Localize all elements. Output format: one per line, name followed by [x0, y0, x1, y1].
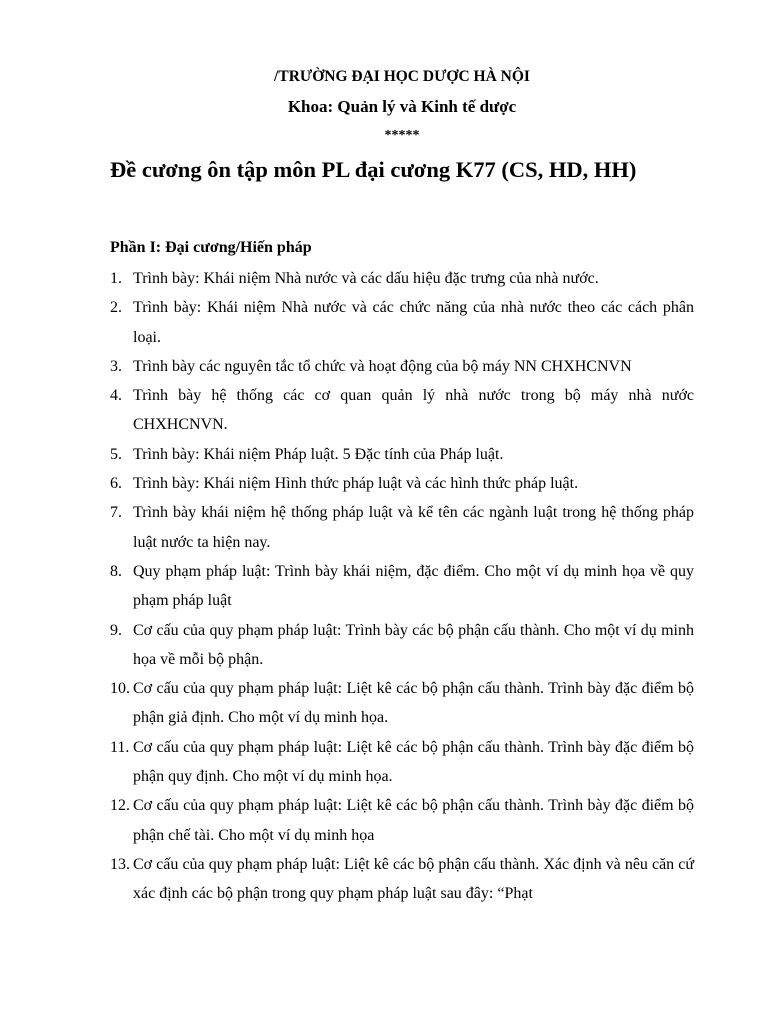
question-list [110, 264, 694, 909]
list-item-number: 13. [110, 855, 130, 873]
header-separator: ***** [384, 128, 420, 143]
list-item [110, 733, 694, 792]
list-item [110, 616, 694, 675]
list-item-number: 9. [110, 621, 122, 639]
list-item-number: 4. [110, 387, 122, 405]
document-title: Đề cương ôn tập môn PL đại cương K77 (CS, HD, HH) [110, 157, 637, 182]
list-item-text: Trình bày hệ thống các cơ quan quản lý nhà nước trong bộ máy nhà nước CHXHCNVN. [133, 387, 694, 434]
list-item-number: 3. [110, 357, 122, 375]
list-item-text: Cơ cấu của quy phạm pháp luật: Liệt kê các bộ phận cấu thành. Xác định và nêu căn cứ xác định các bộ phận trong quy phạm pháp luật sau đây: “Phạt [133, 855, 694, 903]
list-item-text: Trình bày khái niệm hệ thống pháp luật và kể tên các ngành luật trong hệ thống pháp luật nước ta hiện nay. [133, 504, 694, 551]
list-item-text: Trình bày: Khái niệm Hình thức pháp luật và các hình thức pháp luật. [133, 475, 579, 493]
list-item-number: 8. [110, 562, 122, 580]
list-item-number: 12. [110, 797, 130, 815]
list-item [110, 264, 694, 293]
list-item-text: Quy phạm pháp luật: Trình bày khái niệm, đặc điểm. Cho một ví dụ minh họa về quy phạm pháp luật [133, 562, 694, 610]
list-item-text: Cơ cấu của quy phạm pháp luật: Trình bày các bộ phận cấu thành. Cho một ví dụ minh họa về mỗi bộ phận. [133, 621, 694, 668]
list-item [110, 850, 694, 909]
list-item-number: 7. [110, 504, 122, 522]
list-item-text: Trình bày các nguyên tắc tổ chức và hoạt động của bộ máy NN CHXHCNVN [133, 357, 632, 375]
list-item-number: 6. [110, 475, 122, 493]
list-item-text: Cơ cấu của quy phạm pháp luật: Liệt kê các bộ phận cấu thành. Trình bày đặc điểm bộ phận quy định. Cho một ví dụ minh họa. [133, 738, 694, 786]
list-item [110, 469, 694, 498]
list-item-text: Trình bày: Khái niệm Pháp luật. 5 Đặc tính của Pháp luật. [133, 445, 504, 463]
school-name: /TRƯỜNG ĐẠI HỌC DƯỢC HÀ NỘI [274, 68, 530, 85]
list-item [110, 557, 694, 616]
list-item [110, 674, 694, 733]
list-item-text: Cơ cấu của quy phạm pháp luật: Liệt kê các bộ phận cấu thành. Trình bày đặc điểm bộ phận chế tài. Cho một ví dụ minh họa [133, 797, 694, 844]
list-item [110, 440, 694, 469]
list-item-number: 1. [110, 270, 122, 287]
list-item [110, 498, 694, 557]
section-heading: Phần I: Đại cương/Hiến pháp [110, 239, 312, 256]
list-item-text: Trình bày: Khái niệm Nhà nước và các dấu hiệu đặc trưng của nhà nước. [133, 270, 599, 287]
list-item [110, 293, 694, 352]
list-item [110, 352, 694, 381]
list-item-text: Cơ cấu của quy phạm pháp luật: Liệt kê các bộ phận cấu thành. Trình bày đặc điểm bộ phận giả định. Cho một ví dụ minh họa. [133, 680, 694, 727]
list-item [110, 381, 694, 440]
faculty-name: Khoa: Quản lý và Kinh tế dược [287, 97, 517, 116]
list-item-number: 11. [110, 738, 130, 756]
list-item-number: 5. [110, 445, 122, 463]
list-item-number: 2. [110, 299, 122, 317]
list-item [110, 791, 694, 850]
list-item-number: 10. [110, 680, 130, 698]
list-item-text: Trình bày: Khái niệm Nhà nước và các chức năng của nhà nước theo các cách phân loại. [133, 299, 694, 346]
